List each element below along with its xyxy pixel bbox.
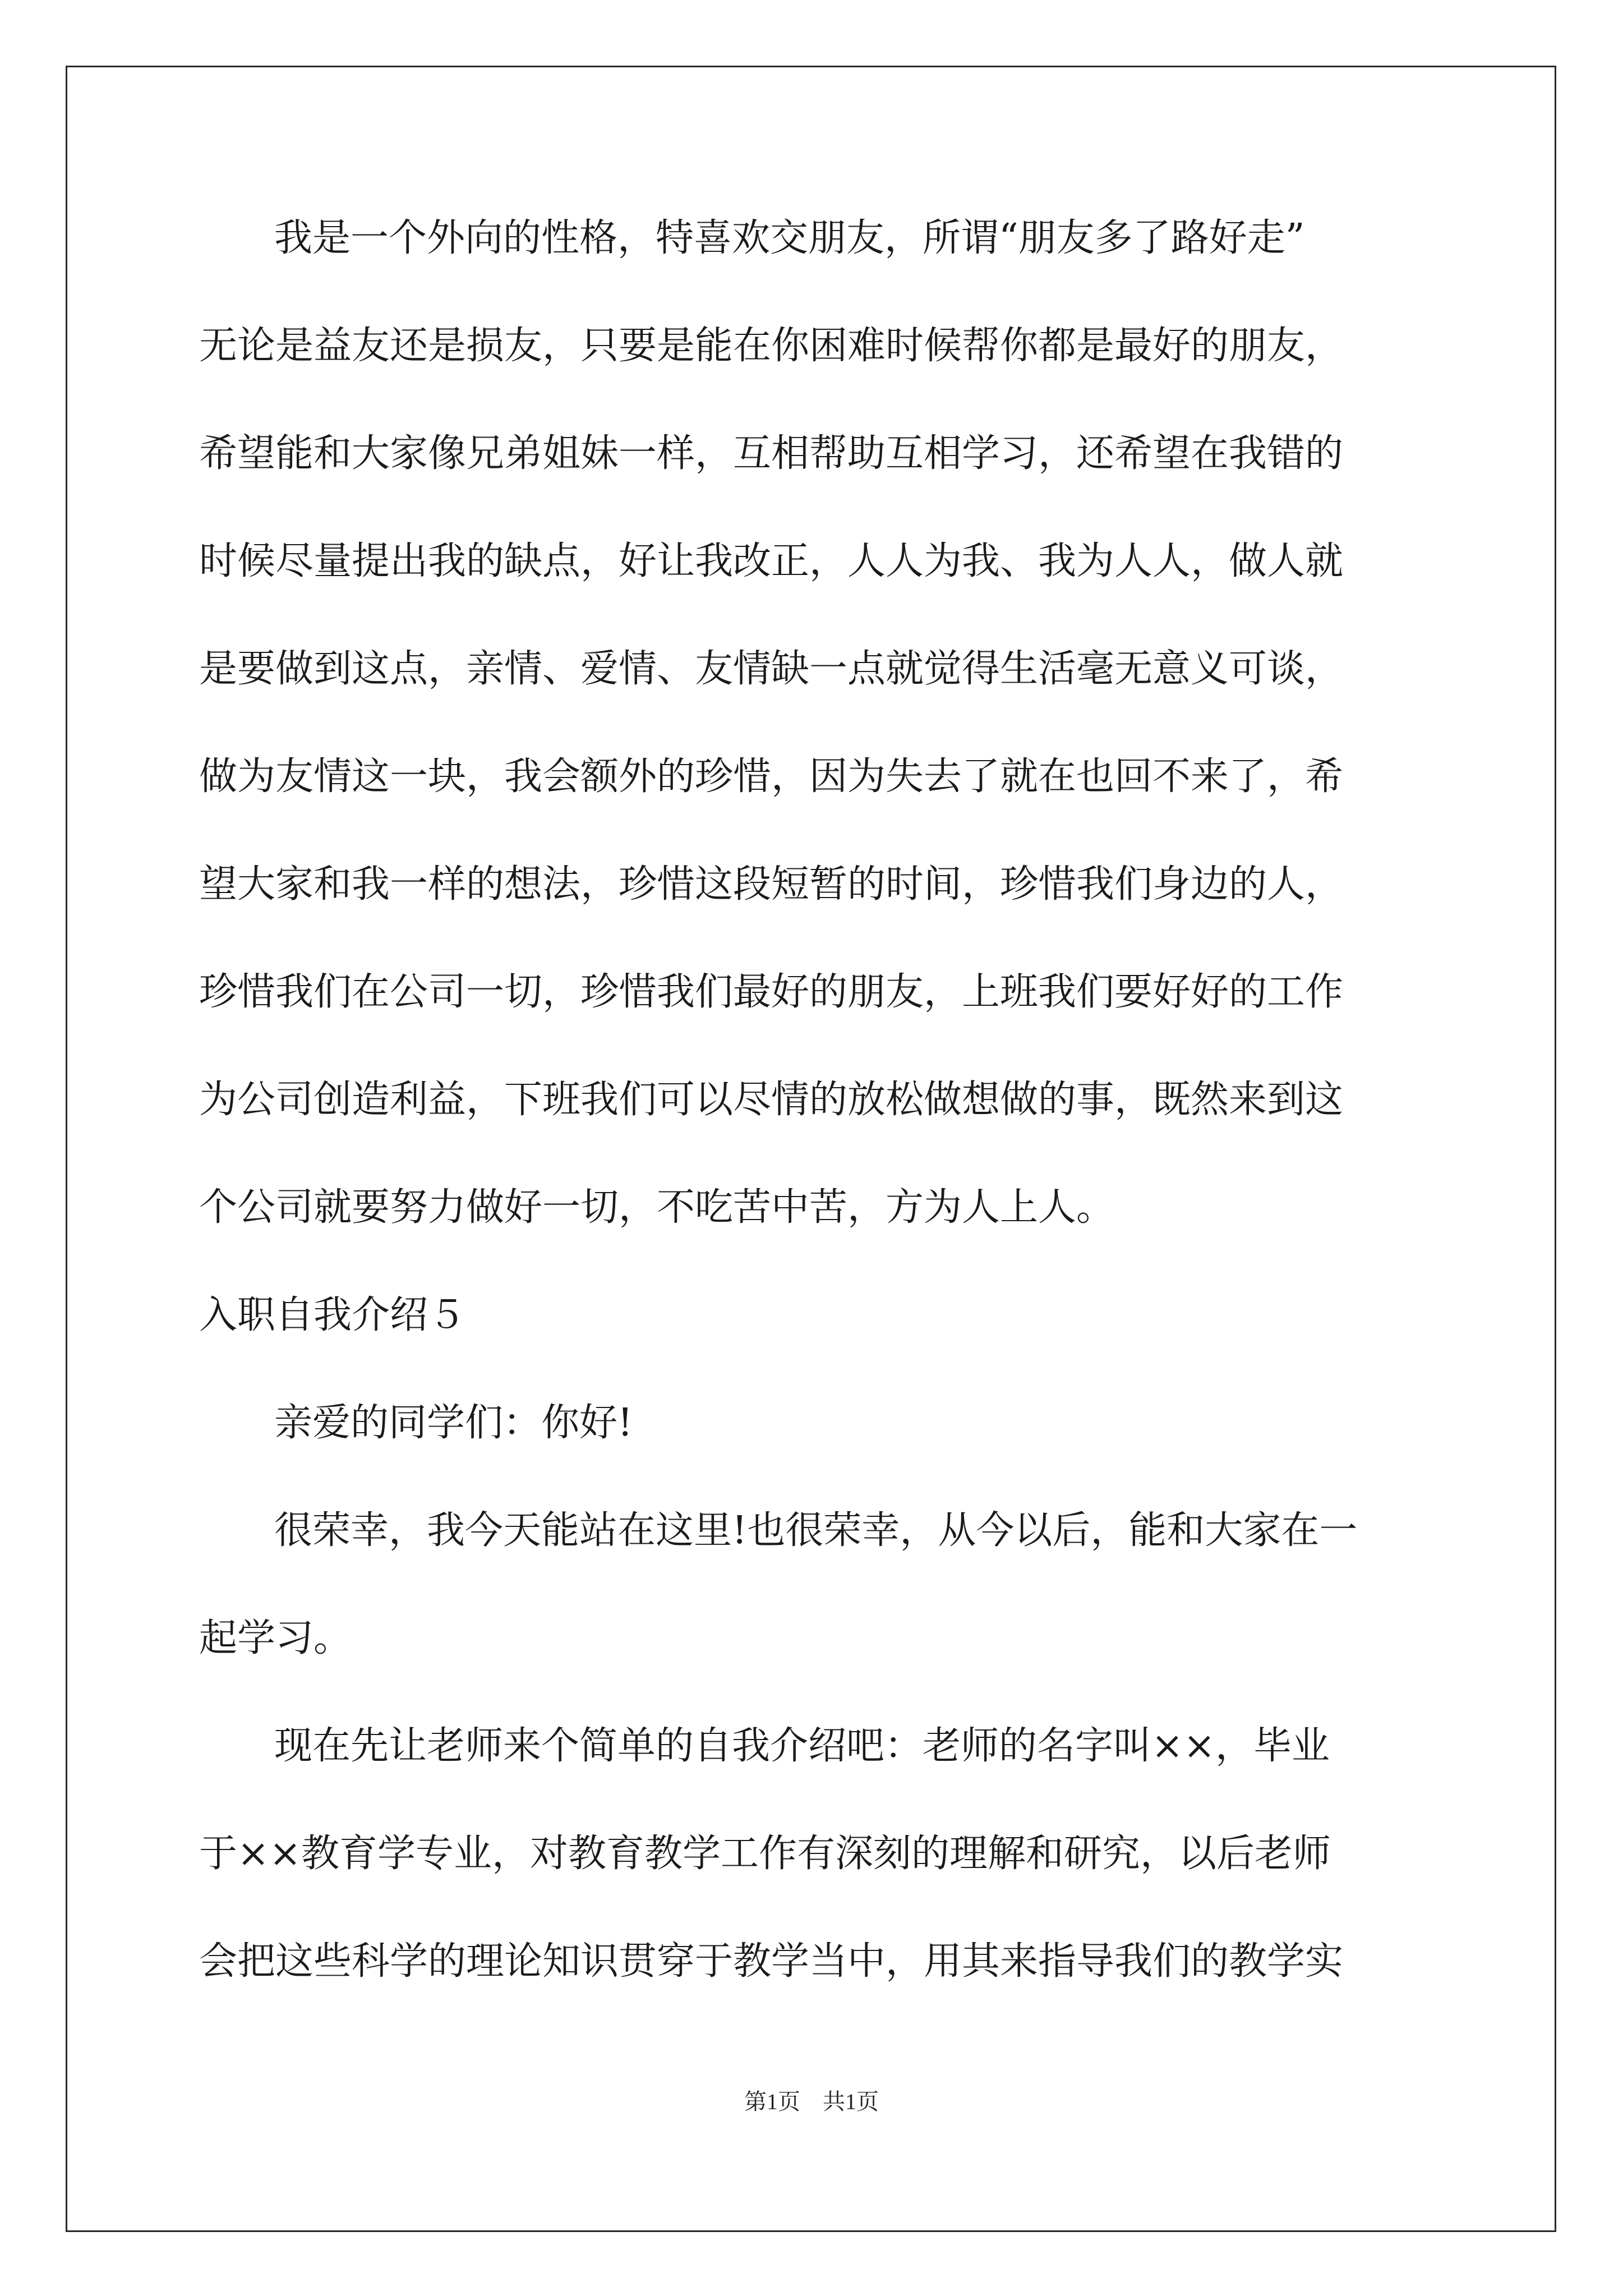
paragraph-line: 希望能和大家像兄弟姐妹一样，互相帮助互相学习，还希望在我错的 (199, 431, 1344, 476)
section-heading: 入职自我介绍５ (199, 1293, 467, 1337)
page-footer: 第1页 共1页 (744, 2089, 879, 2114)
paragraph-line: 望大家和我一样的想法，珍惜这段短暂的时间，珍惜我们身边的人， (199, 862, 1344, 907)
paragraph-line: 为公司创造利益，下班我们可以尽情的放松做想做的事，既然来到这 (199, 1078, 1344, 1122)
paragraph-line: 是要做到这点，亲情、爱情、友情缺一点就觉得生活毫无意义可谈， (199, 647, 1344, 691)
paragraph-line: 做为友情这一块，我会额外的珍惜，因为失去了就在也回不来了，希 (199, 754, 1344, 799)
paragraph-line: 会把这些科学的理论知识贯穿于教学当中，用其来指导我们的教学实 (199, 1939, 1344, 1984)
paragraph-line: 珍惜我们在公司一切，珍惜我们最好的朋友，上班我们要好好的工作 (199, 970, 1344, 1014)
paragraph-line: 无论是益友还是损友，只要是能在你困难时候帮你都是最好的朋友， (199, 324, 1344, 368)
greeting: 亲爱的同学们：你好! (274, 1401, 633, 1445)
paragraph-line: 现在先让老师来个简单的自我介绍吧：老师的名字叫××，毕业 (274, 1724, 1330, 1768)
paragraph-line: 很荣幸，我今天能站在这里!也很荣幸，从今以后，能和大家在一 (274, 1508, 1358, 1553)
paragraph-line: 个公司就要努力做好一切，不吃苦中苦，方为人上人。 (199, 1185, 1115, 1230)
page-border (66, 66, 1556, 2232)
paragraph-line: 我是一个外向的性格，特喜欢交朋友，所谓“朋友多了路好走” (274, 216, 1305, 260)
paragraph-line: 于××教育学专业，对教育教学工作有深刻的理解和研究，以后老师 (199, 1832, 1331, 1876)
paragraph-line: 时候尽量提出我的缺点，好让我改正，人人为我、我为人人，做人就 (199, 539, 1344, 583)
paragraph-line: 起学习。 (199, 1616, 352, 1660)
